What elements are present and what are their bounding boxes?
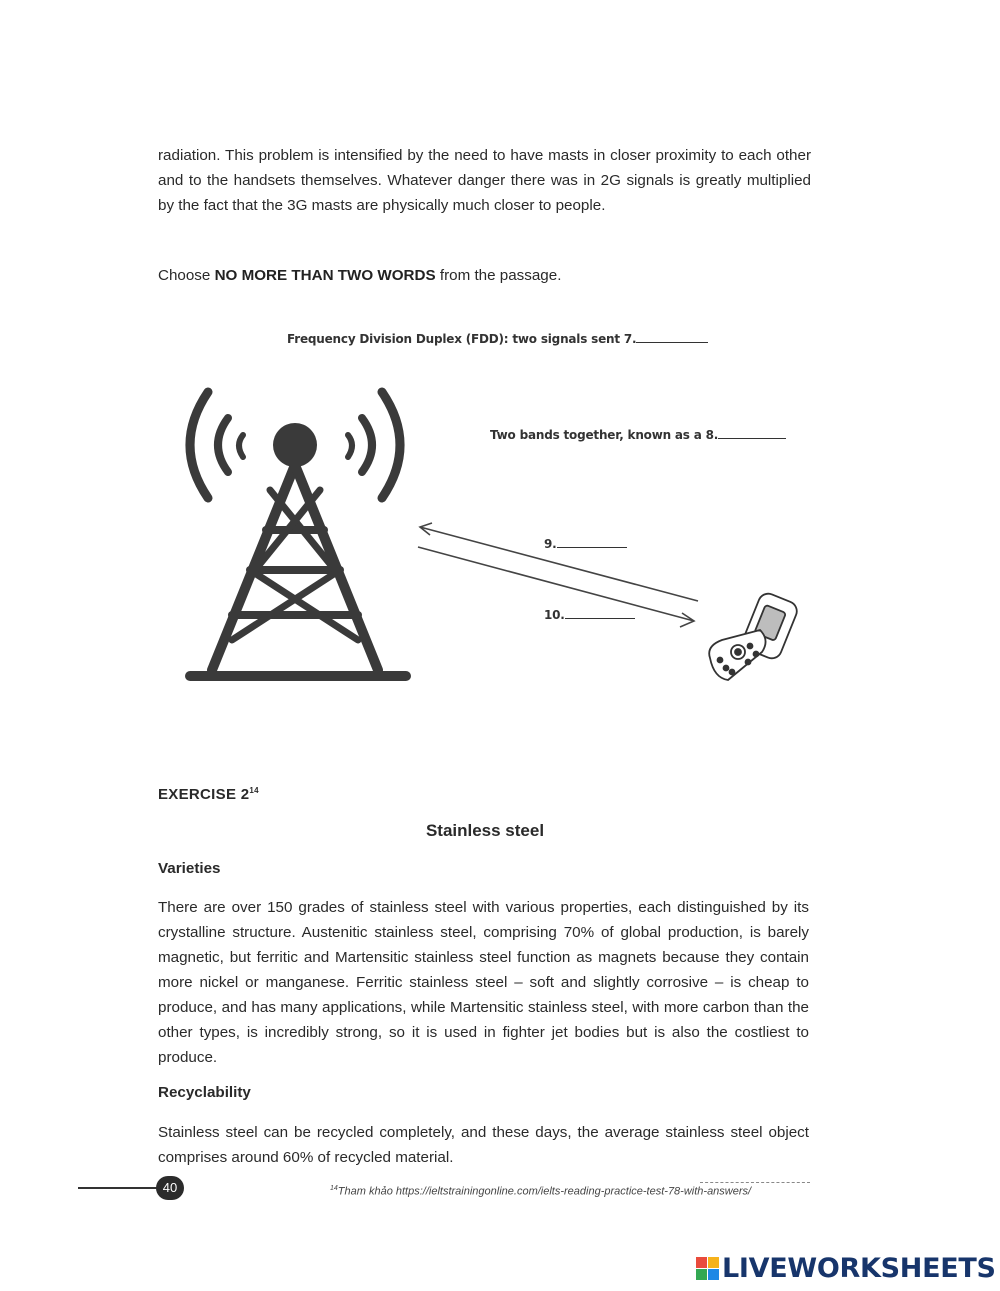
liveworksheets-logo xyxy=(696,1253,996,1284)
page-number: 40 xyxy=(156,1176,184,1200)
downlink-arrowhead xyxy=(680,613,694,627)
section-heading-recyclability: Recyclability xyxy=(158,1084,251,1101)
exercise-heading xyxy=(158,786,259,803)
logo-grid-icon xyxy=(696,1257,719,1280)
footer-rule xyxy=(78,1187,160,1189)
answer-blank-7[interactable] xyxy=(636,330,708,343)
footnote-mark: 14 xyxy=(330,1185,338,1192)
label-8-text: Two bands together, known as a 8. xyxy=(490,428,719,442)
downlink-line xyxy=(418,547,694,621)
intro-paragraph: radiation. This problem is intensified by the need to have masts in closer proximity to each other and to the handsets themselves. Whatever danger there was in 2G signals is greatly multiplied by the fact that the 3G masts are physically much closer to people. xyxy=(158,147,811,214)
section-body-varieties: There are over 150 grades of stainless steel with various properties, each distinguished by its crystalline structure. Austenitic stainless steel, comprising 70% of global production, is barely magnetic, but ferritic and Martensitic stainless steel function as magnets because they contain more nickel or manganese. Ferritic stainless steel – soft and slightly corrosive – is cheap to produce, and has many applications, while Martensitic stainless steel, with more carbon than the other types, is incredibly strong, so it is used in fighter jet bodies but is also the costliest to produce. xyxy=(158,899,809,1066)
section-heading-varieties: Varieties xyxy=(158,860,221,877)
signal-arrows xyxy=(410,515,710,635)
instruction-suffix: from the passage. xyxy=(435,267,562,284)
section-body-recyclability: Stainless steel can be recycled completely, and these days, the average stainless steel object comprises around 60% of recycled material. xyxy=(158,1124,809,1166)
exercise-footnote-mark: 14 xyxy=(249,786,259,795)
exercise-heading-text: EXERCISE 2 xyxy=(158,786,250,803)
label-question-8 xyxy=(490,426,786,442)
label-10-text: 10. xyxy=(544,608,565,622)
instruction-line xyxy=(158,267,561,284)
label-9-text: 9. xyxy=(544,537,557,551)
answer-blank-8[interactable] xyxy=(718,426,786,439)
article-title: Stainless steel xyxy=(425,821,545,840)
cell-tower-icon xyxy=(170,380,420,690)
logo-text: LIVEWORKSHEETS xyxy=(722,1253,996,1284)
mobile-phone-icon xyxy=(700,590,805,690)
uplink-line xyxy=(420,527,698,601)
footnote-divider xyxy=(700,1182,810,1183)
footnote-text: Tham khảo https://ieltstrainingonline.com/ielts-reading-practice-test-78-with-answers/ xyxy=(337,1185,752,1198)
instruction-emphasis: NO MORE THAN TWO WORDS xyxy=(214,267,436,284)
fdd-caption-text: Frequency Division Duplex (FDD): two signals sent 7. xyxy=(287,332,637,346)
instruction-prefix: Choose xyxy=(158,267,215,284)
footnote xyxy=(330,1185,751,1198)
fdd-caption xyxy=(287,330,708,346)
